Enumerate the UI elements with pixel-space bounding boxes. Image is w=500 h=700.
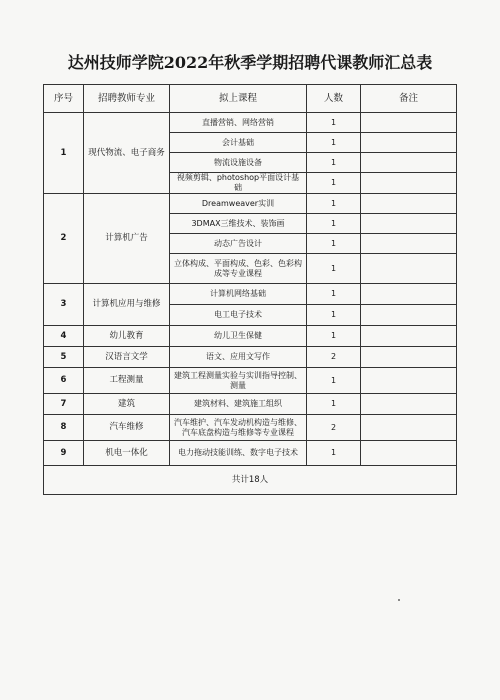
table-header-row: [44, 85, 457, 113]
count-cell: 1: [307, 254, 361, 284]
count-cell: 2: [307, 415, 361, 441]
major-cell: 建筑: [84, 394, 170, 415]
remark-cell: [361, 214, 457, 234]
row-number: 8: [44, 415, 84, 441]
major-cell: 汉语言文学: [84, 347, 170, 368]
document-title: 达州技师学院2022年秋季学期招聘代课教师汇总表: [67, 53, 433, 72]
count-cell: 1: [307, 173, 361, 194]
row-number: 7: [44, 394, 84, 415]
major-cell: 现代物流、电子商务: [84, 113, 170, 194]
remark-cell: [361, 368, 457, 394]
count-cell: 1: [307, 441, 361, 466]
count-cell: 1: [307, 194, 361, 214]
count-cell: 1: [307, 394, 361, 415]
table-row: [44, 441, 457, 466]
count-cell: 2: [307, 347, 361, 368]
row-number: 4: [44, 326, 84, 347]
course-cell: 会计基础: [170, 133, 307, 153]
course-cell: Dreamweaver实训: [170, 194, 307, 214]
major-cell: 计算机应用与维修: [84, 284, 170, 326]
count-cell: 1: [307, 368, 361, 394]
header-course: 拟上课程: [170, 85, 307, 113]
course-cell: 汽车维护、汽车发动机构造与维修、汽车底盘构造与维修等专业课程: [170, 415, 307, 441]
table-body: [44, 113, 457, 466]
remark-cell: [361, 153, 457, 173]
table-row: [44, 394, 457, 415]
remark-cell: [361, 194, 457, 214]
course-cell: 幼儿卫生保健: [170, 326, 307, 347]
total-cell: 共计18人: [44, 466, 457, 495]
remark-cell: [361, 305, 457, 326]
scan-speck: [398, 599, 400, 601]
row-number: 9: [44, 441, 84, 466]
table-row: [44, 194, 457, 214]
course-cell: 计算机网络基础: [170, 284, 307, 305]
row-number: 3: [44, 284, 84, 326]
remark-cell: [361, 173, 457, 194]
table-row: [44, 347, 457, 368]
header-major: 招聘教师专业: [84, 85, 170, 113]
course-cell: 直播营销、网络营销: [170, 113, 307, 133]
row-number: 2: [44, 194, 84, 284]
count-cell: 1: [307, 133, 361, 153]
row-number: 6: [44, 368, 84, 394]
recruitment-table: [43, 84, 457, 495]
course-cell: 语文、应用文写作: [170, 347, 307, 368]
count-cell: 1: [307, 234, 361, 254]
course-cell: 视频剪辑、photoshop平面设计基础: [170, 173, 307, 194]
course-cell: 建筑工程测量实验与实训指导控制、测量: [170, 368, 307, 394]
remark-cell: [361, 441, 457, 466]
remark-cell: [361, 394, 457, 415]
remark-cell: [361, 326, 457, 347]
course-cell: 立体构成、平面构成、色彩、色彩构成等专业课程: [170, 254, 307, 284]
total-row: [44, 466, 457, 495]
remark-cell: [361, 415, 457, 441]
remark-cell: [361, 113, 457, 133]
remark-cell: [361, 133, 457, 153]
table-row: [44, 284, 457, 305]
major-cell: 机电一体化: [84, 441, 170, 466]
major-cell: 幼儿教育: [84, 326, 170, 347]
course-cell: 电工电子技术: [170, 305, 307, 326]
remark-cell: [361, 347, 457, 368]
remark-cell: [361, 284, 457, 305]
count-cell: 1: [307, 214, 361, 234]
row-number: 5: [44, 347, 84, 368]
count-cell: 1: [307, 326, 361, 347]
major-cell: 工程测量: [84, 368, 170, 394]
header-count: 人数: [307, 85, 361, 113]
course-cell: 动态广告设计: [170, 234, 307, 254]
table-row: [44, 326, 457, 347]
count-cell: 1: [307, 284, 361, 305]
count-cell: 1: [307, 113, 361, 133]
remark-cell: [361, 254, 457, 284]
table-row: [44, 113, 457, 133]
remark-cell: [361, 234, 457, 254]
table-row: [44, 368, 457, 394]
major-cell: 汽车维修: [84, 415, 170, 441]
course-cell: 电力拖动技能训练、数字电子技术: [170, 441, 307, 466]
course-cell: 3DMAX三维技术、装饰画: [170, 214, 307, 234]
table-row: [44, 415, 457, 441]
header-remark: 备注: [361, 85, 457, 113]
count-cell: 1: [307, 153, 361, 173]
header-no: 序号: [44, 85, 84, 113]
count-cell: 1: [307, 305, 361, 326]
major-cell: 计算机广告: [84, 194, 170, 284]
course-cell: 物流设施设备: [170, 153, 307, 173]
course-cell: 建筑材料、建筑施工组织: [170, 394, 307, 415]
row-number: 1: [44, 113, 84, 194]
